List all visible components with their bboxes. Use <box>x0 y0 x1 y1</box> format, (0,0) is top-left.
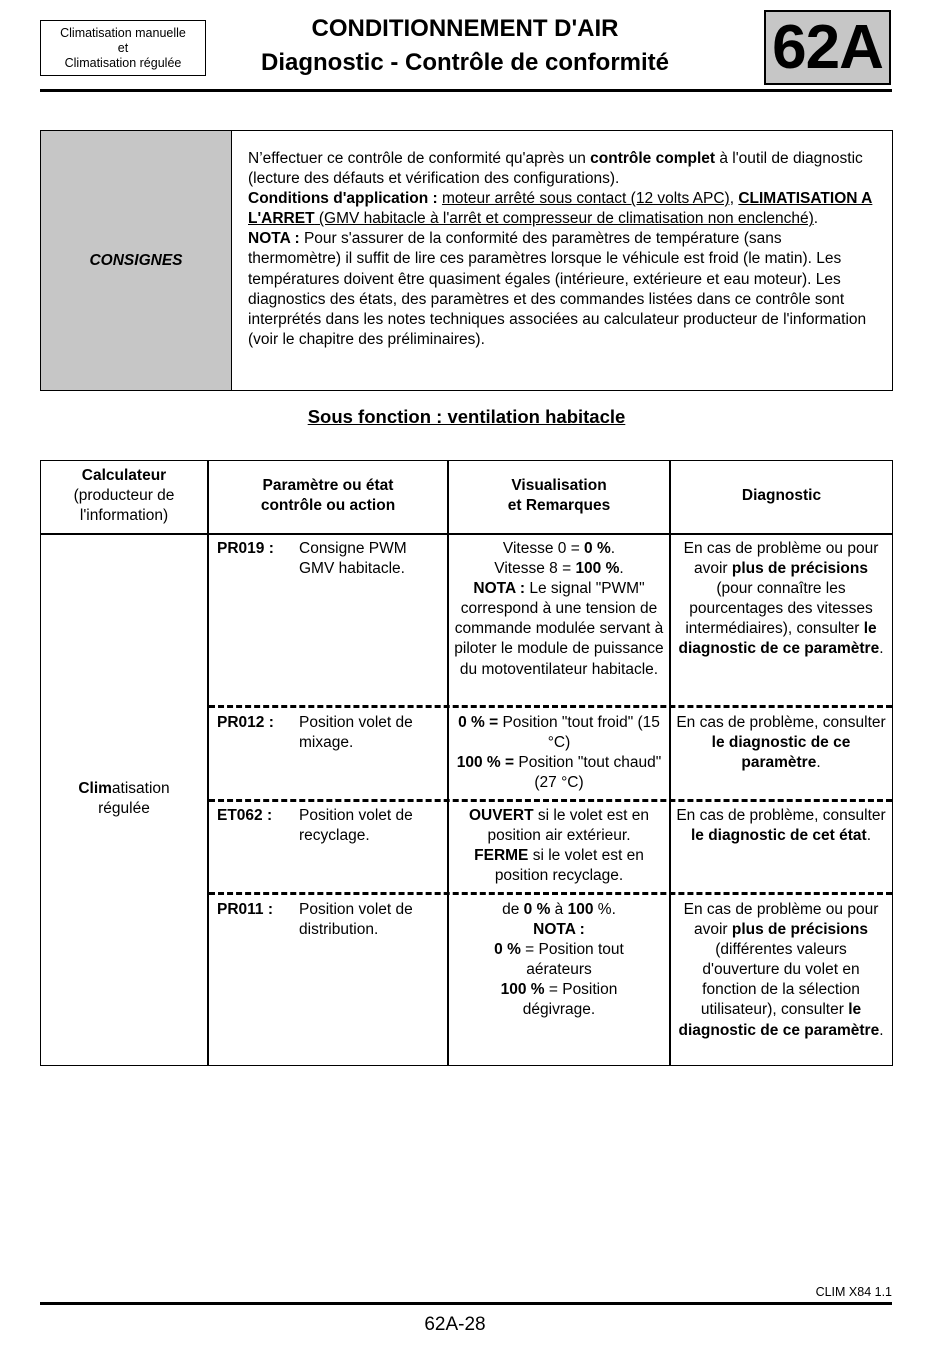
emphasis: le diagnostic de cet état <box>690 827 867 845</box>
visualisation-cell <box>453 806 665 886</box>
diagnostic-cell <box>675 713 887 773</box>
param-label: Consigne PWM GMV habitacle. <box>299 540 407 578</box>
value: 0 % = <box>458 714 499 731</box>
nota-text: Pour s'assurer de la conformité des paramètres de température (sans thermomètre) il suffit de lire ces paramètres lorsque le véhicule est froid (le matin). Les températures doivent être quasiment égales (intérieure, extérieure et eau moteur). Les diagnostics des états, des paramètres et des commandes listées dans ce contrôle sont interprétés dans les notes techniques associées au calculateur producteur de l'information (voir le chapitre des préliminaires). <box>248 230 867 348</box>
text: %. <box>593 901 616 918</box>
consignes-conditions <box>248 189 877 229</box>
row-separator <box>209 705 892 708</box>
emphasis: contrôle complet <box>590 150 716 167</box>
row-separator <box>209 892 892 895</box>
emphasis: le diagnostic de ce paramètre <box>711 734 851 772</box>
header-calculateur <box>41 466 207 526</box>
nota-text: Le signal "PWM" correspond à une tension de commande modulée servant à piloter le module de puissance du motoventilateur habitacle. <box>454 580 664 678</box>
header-text: (producteur de l'information) <box>73 487 175 525</box>
text: = Position tout aérateurs <box>520 941 624 979</box>
text: . <box>879 1021 884 1039</box>
visualisation-cell <box>453 900 665 1021</box>
consignes-block <box>40 130 893 391</box>
diagnostic-cell <box>675 806 887 846</box>
row-separator <box>209 799 892 802</box>
param-code: PR011 : <box>217 901 274 918</box>
param-label: Position volet de distribution. <box>299 901 413 939</box>
param-label: Position volet de mixage. <box>299 714 413 752</box>
value: FERME <box>474 847 529 865</box>
visualisation-cell <box>453 539 665 680</box>
text: . <box>816 754 821 772</box>
nota-label: NOTA : <box>473 580 526 598</box>
text: = Position dégivrage. <box>522 981 618 1019</box>
text: N’effectuer ce contrôle de conformité qu'après un <box>248 150 591 167</box>
calculator-emphasis: Clim <box>78 780 112 797</box>
text: . <box>879 640 884 658</box>
text: En cas de problème ou pour avoir <box>683 901 879 939</box>
text: En cas de problème, consulter <box>676 714 886 731</box>
page-number: 62A-28 <box>424 1314 486 1335</box>
nota-label: NOTA : <box>533 921 585 939</box>
consignes-label: CONSIGNES <box>89 251 183 269</box>
header-text: Calculateur <box>81 467 167 484</box>
text: Vitesse 0 = <box>502 540 585 557</box>
param-code: PR012 : <box>217 714 274 731</box>
emphasis: le diagnostic de ce paramètre <box>678 1001 880 1039</box>
text: Position "tout chaud" (27 °C) <box>514 754 662 792</box>
emphasis: plus de précisions <box>731 921 868 939</box>
consignes-nota <box>248 229 877 350</box>
text: . <box>619 560 624 578</box>
text: de <box>502 901 524 918</box>
text: Position "tout froid" (15 °C) <box>498 714 660 752</box>
param-code: ET062 : <box>217 807 273 824</box>
text: . <box>610 540 616 557</box>
header-text: Diagnostic <box>741 487 822 504</box>
header-row-divider <box>41 533 892 535</box>
header-text: Visualisation <box>511 477 607 494</box>
param-label: Position volet de recyclage. <box>299 807 413 845</box>
page-title <box>215 12 715 80</box>
page-title-line2: Diagnostic - Contrôle de conformité <box>260 49 670 76</box>
footer-divider <box>40 1302 892 1305</box>
value: 0 % <box>584 540 611 557</box>
page-title-line1: CONDITIONNEMENT D'AIR <box>311 15 619 42</box>
document-reference: CLIM X84 1.1 <box>815 1285 892 1299</box>
text: (pour connaître les pourcentages des vitesses intermédiaires), consulter <box>685 580 873 638</box>
diagnostic-cell <box>675 539 887 660</box>
subfunction-title: Sous fonction : ventilation habitacle <box>307 406 626 427</box>
text: . <box>813 210 819 228</box>
value: 100 % <box>575 560 620 578</box>
column-divider <box>669 461 671 1065</box>
vehicle-applicability-box <box>40 20 206 76</box>
text: En cas de problème, consulter <box>676 807 886 824</box>
consignes-label-cell <box>41 131 232 390</box>
nota-label: NOTA : <box>248 230 300 248</box>
param-code: PR019 : <box>217 540 274 557</box>
text: si le volet est en position recyclage. <box>494 847 644 885</box>
column-divider <box>207 461 209 1065</box>
text: si le volet est en position air extérieur. <box>487 807 650 845</box>
header-parametre <box>209 476 447 516</box>
section-code: 62A <box>772 13 883 82</box>
conditions-emphasis: CLIMATISATION A L'ARRET <box>248 190 873 228</box>
diagnostic-cell <box>675 900 887 1041</box>
text: Vitesse 8 = <box>494 560 576 578</box>
text: . <box>866 827 872 845</box>
section-code-badge <box>764 10 891 85</box>
emphasis: le diagnostic de ce paramètre <box>678 620 880 658</box>
value: 100 % = <box>456 754 515 772</box>
emphasis: plus de précisions <box>731 560 868 578</box>
header-divider <box>40 89 892 92</box>
consignes-text <box>232 131 892 390</box>
text: En cas de problème ou pour avoir <box>683 540 879 578</box>
vehicle-line: Climatisation manuelle <box>60 25 186 40</box>
text: (différentes valeurs d'ouverture du volet en fonction de la sélection utilisateur), consulter <box>700 941 860 1019</box>
value: 0 % <box>494 941 521 959</box>
value: 100 <box>567 901 594 918</box>
vehicle-line: Climatisation régulée <box>64 55 182 70</box>
conditions-text: moteur arrêté sous contact (12 volts APC), <box>441 190 735 208</box>
column-divider <box>447 461 449 1065</box>
text: à l'outil de diagnostic (lecture des défauts et vérification des configurations). <box>248 150 863 188</box>
value: 100 % <box>500 981 545 999</box>
text: à <box>550 901 568 918</box>
conditions-text: (GMV habitacle à l'arrêt et compresseur de climatisation non enclenché) <box>314 210 814 228</box>
header-diagnostic <box>671 486 892 506</box>
vehicle-line: et <box>117 40 129 55</box>
conditions-label: Conditions d'application : <box>248 190 438 208</box>
value: 0 % <box>523 901 551 918</box>
header-text: contrôle ou action <box>260 497 396 515</box>
conformity-table <box>40 460 893 1066</box>
header-text: et Remarques <box>507 497 611 515</box>
header-visualisation <box>449 476 669 516</box>
visualisation-cell <box>453 713 665 793</box>
value: OUVERT <box>468 807 534 824</box>
header-text: Paramètre ou état <box>262 477 394 494</box>
calculator-text: atisation régulée <box>98 780 170 818</box>
consignes-paragraph-1 <box>248 149 877 189</box>
calculator-cell <box>41 779 207 819</box>
